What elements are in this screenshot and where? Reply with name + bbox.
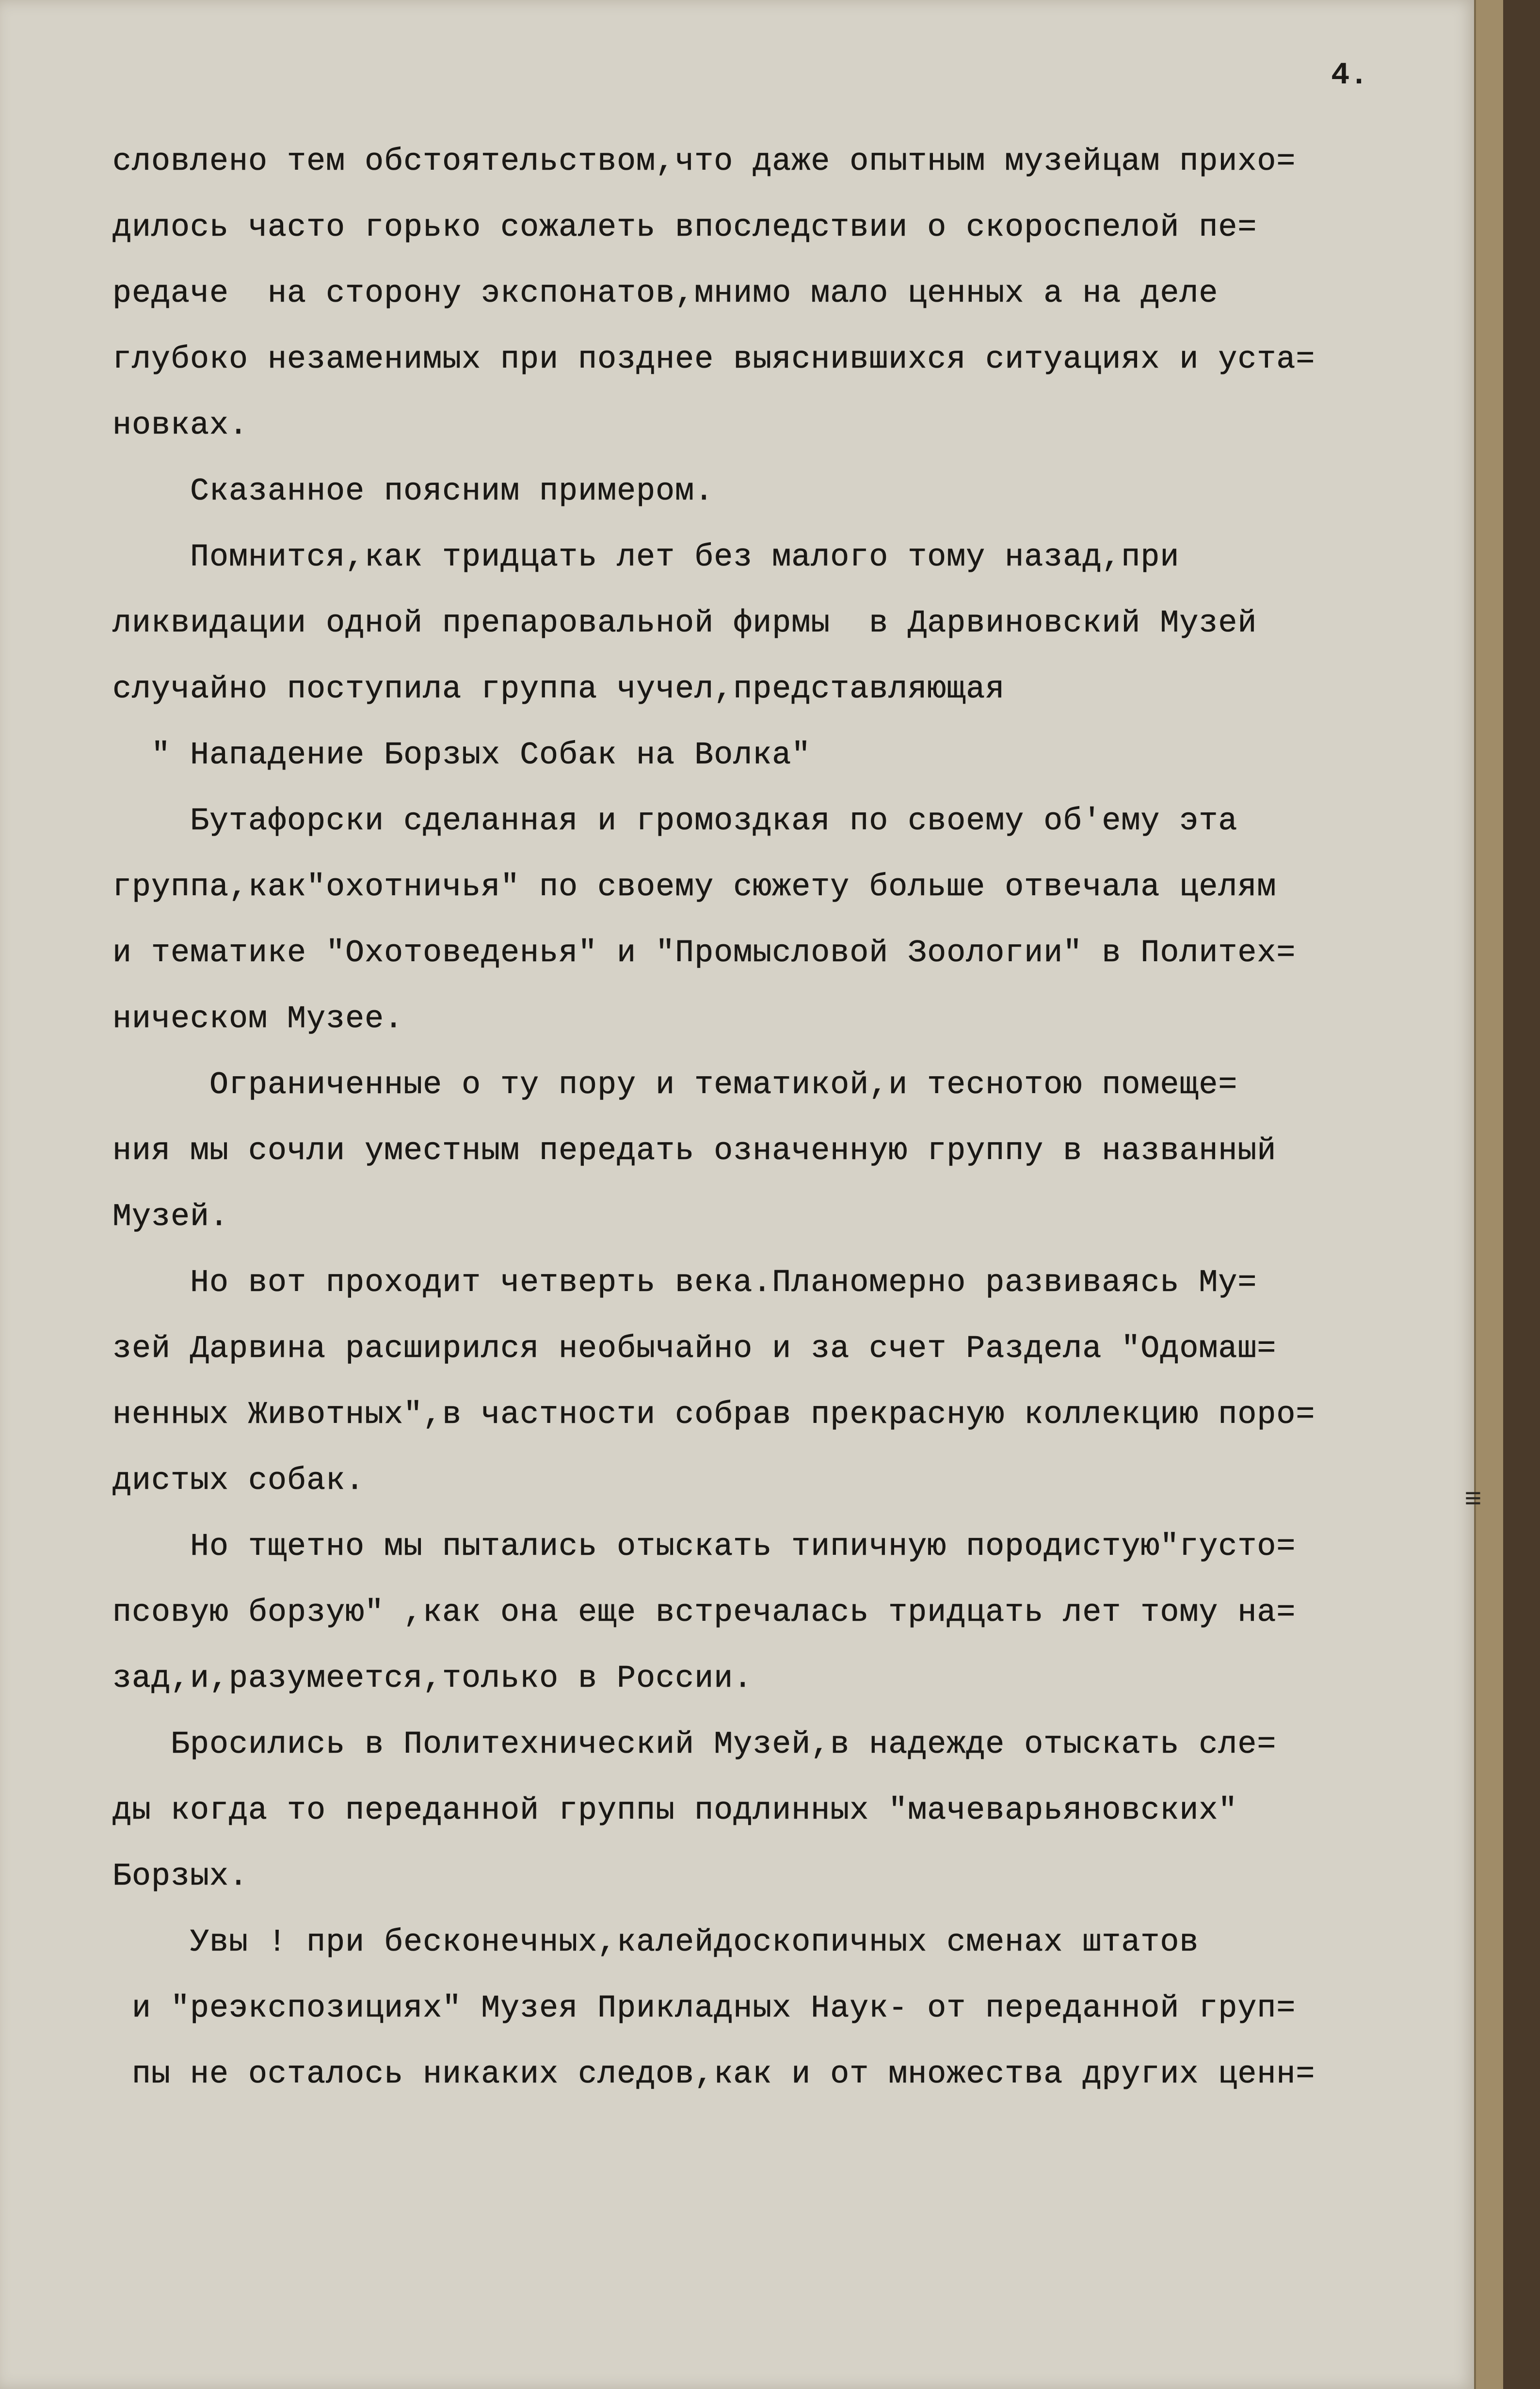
page-edge-strip xyxy=(1474,0,1505,2389)
page-number: 4. xyxy=(1331,58,1368,93)
text-line: ды когда то переданной группы подлинных "мачеварьяновских" xyxy=(112,1792,1238,1828)
binding-edge xyxy=(1503,0,1540,2389)
text-line: псовую борзую" ,как она еще встречалась тридцать лет тому на= xyxy=(112,1595,1296,1630)
text-line: ликвидации одной препаровальной фирмы в Дарвиновский Музей xyxy=(112,605,1257,641)
text-line: зей Дарвина расширился необычайно и за счет Раздела "Одомаш= xyxy=(112,1331,1277,1367)
text-line: зад,и,разумеется,только в России. xyxy=(112,1661,753,1696)
text-line: Но вот проходит четверть века.Планомерно развиваясь Му= xyxy=(112,1265,1257,1301)
text-line: дилось часто горько сожалеть впоследствии о скороспелой пе= xyxy=(112,210,1257,245)
paragraph xyxy=(112,129,1460,458)
text-line: и "реэкспозициях" Музея Прикладных Наук- от переданной груп= xyxy=(112,1990,1296,2026)
text-line: новках. xyxy=(112,407,249,443)
text-line: редаче на сторону экспонатов,мнимо мало ценных а на деле xyxy=(112,275,1219,311)
typed-text-body xyxy=(112,129,1460,2107)
paragraph xyxy=(112,1052,1460,1250)
text-line: Увы ! при бесконечных,калейдоскопичных сменах штатов xyxy=(112,1924,1199,1960)
margin-mark-icon: ≡ xyxy=(1464,1484,1482,1517)
paragraph xyxy=(112,1909,1460,2107)
paragraph xyxy=(112,524,1460,788)
text-line: Бутафорски сделанная и громоздкая по своему об'ему эта xyxy=(112,803,1238,839)
text-line: группа,как"охотничья" по своему сюжету больше отвечала целям xyxy=(112,869,1277,905)
text-line: Сказанное поясним примером. xyxy=(112,473,714,509)
text-line: ническом Музее. xyxy=(112,1001,404,1037)
text-line: Музей. xyxy=(112,1199,229,1235)
text-line: Но тщетно мы пытались отыскать типичную породистую"густо= xyxy=(112,1529,1296,1565)
paragraph xyxy=(112,1250,1460,1514)
text-line: " Нападение Борзых Собак на Волка" xyxy=(112,737,811,773)
text-line: Бросились в Политехнический Музей,в надежде отыскать сле= xyxy=(112,1727,1277,1762)
text-line: словлено тем обстоятельством,что даже опытным музейцам прихо= xyxy=(112,144,1296,179)
text-line: пы не осталось никаких следов,как и от множества других ценн= xyxy=(112,2056,1315,2092)
text-line: глубоко незаменимых при позднее выяснившихся ситуациях и уста= xyxy=(112,341,1315,377)
text-line: Помнится,как тридцать лет без малого тому назад,при xyxy=(112,539,1180,575)
text-line: случайно поступила группа чучел,представляющая xyxy=(112,671,1005,707)
text-line: и тематике "Охотоведенья" и "Промысловой Зоологии" в Политех= xyxy=(112,935,1296,971)
text-line: Борзых. xyxy=(112,1858,249,1894)
paragraph xyxy=(112,458,1460,524)
text-line: Ограниченные о ту пору и тематикой,и теснотою помеще= xyxy=(112,1067,1238,1103)
paragraph xyxy=(112,788,1460,1052)
paragraph xyxy=(112,1514,1460,1711)
paragraph xyxy=(112,1711,1460,1909)
text-line: дистых собак. xyxy=(112,1463,365,1499)
text-line: ненных Животных",в частности собрав прекрасную коллекцию поро= xyxy=(112,1397,1315,1433)
text-line: ния мы сочли уместным передать означенную группу в названный xyxy=(112,1133,1277,1169)
